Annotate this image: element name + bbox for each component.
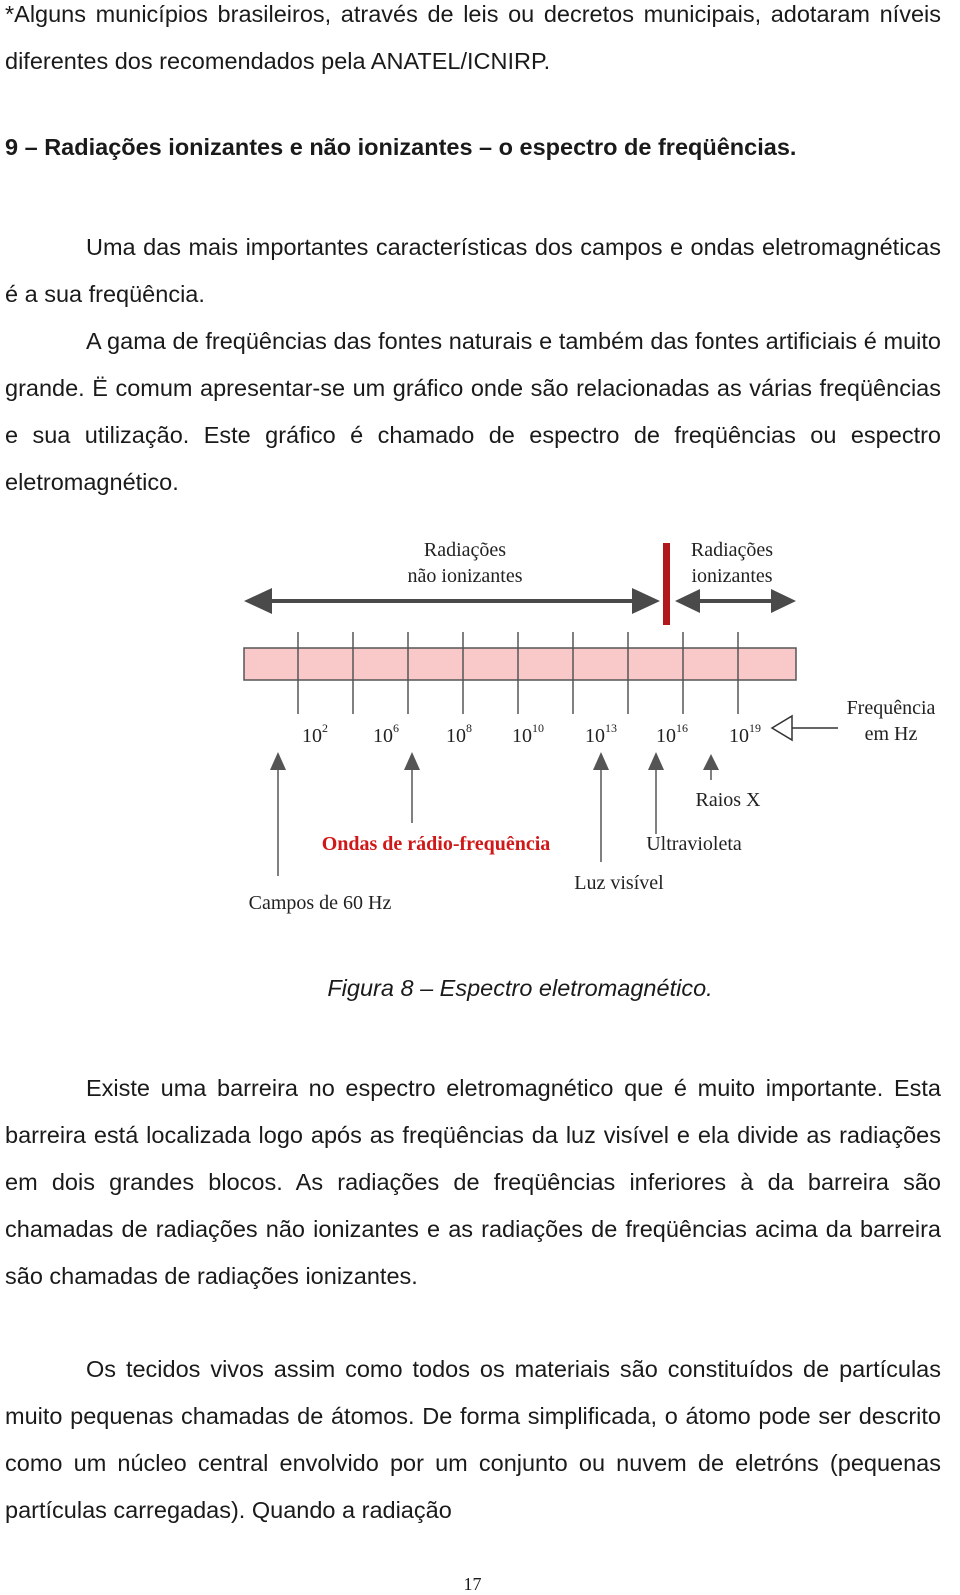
- tick-label: $10^{13}$: [585, 721, 617, 747]
- tick-label: $10^{16}$: [656, 721, 688, 747]
- frequency-axis-arrow: [772, 716, 838, 740]
- ionization-barrier: [663, 543, 670, 625]
- paragraph: Existe uma barreira no espectro eletromagnético que é muito importante. Esta barreira está localizada logo após as freqüências da luz visível e ela divide as radiações em dois grandes blocos. As radiações de freqüências inferiores à da barreira são chamadas de radiações não ionizantes e as radiações de freqüências acima da barreira são chamadas de radiações ionizantes.: [5, 1075, 941, 1289]
- tick-label: $10^{19}$: [729, 721, 761, 747]
- ionizing-label-line1: Radiações: [690, 539, 774, 561]
- footnote: *Alguns municípios brasileiros, através de leis ou decretos municipais, adotaram níveis diferentes dos recomendados pela ANATEL/ICNIRP.: [5, 1, 941, 74]
- frequency-tick-labels: [302, 721, 761, 747]
- figure-caption: Figura 8 – Espectro eletromagnético.: [327, 975, 713, 1001]
- label-ultraviolet: Ultravioleta: [646, 833, 742, 855]
- nonionizing-label-line2: não ionizantes: [407, 565, 523, 587]
- tick-label: $10^6$: [373, 721, 399, 747]
- paragraph: Uma das mais importantes características dos campos e ondas eletromagnéticas é a sua freqüência.: [5, 234, 941, 307]
- paragraph: Os tecidos vivos assim como todos os materiais são constituídos de partículas muito pequenas chamadas de átomos. De forma simplificada, o átomo pode ser descrito como um núcleo central envolvido por um conjunto ou nuvem de eletróns (pequenas partículas carregadas). Quando a radiação: [5, 1356, 941, 1523]
- ionizing-range-arrow: [675, 589, 796, 613]
- label-radio-frequency: Ondas de rádio-frequência: [321, 833, 551, 855]
- ionizing-label-line2: ionizantes: [691, 565, 773, 587]
- frequency-label-line2: em Hz: [864, 723, 918, 745]
- tick-label: $10^{10}$: [512, 721, 544, 747]
- frequency-label-line1: Frequência: [846, 697, 936, 719]
- nonionizing-range-arrow: [244, 588, 660, 614]
- page-number: 17: [463, 1574, 482, 1594]
- tick-label: $10^2$: [302, 721, 328, 747]
- tick-label: $10^8$: [446, 721, 472, 747]
- source-pointer-arrows: [270, 752, 719, 876]
- label-raios-x: Raios X: [695, 789, 761, 811]
- section-heading: 9 – Radiações ionizantes e não ionizantes – o espectro de freqüências.: [5, 134, 797, 160]
- spectrum-band: [244, 648, 796, 680]
- paragraph: A gama de freqüências das fontes naturais e também das fontes artificiais é muito grande. Ë comum apresentar-se um gráfico onde são relacionadas as várias freqüências e sua utilização. Este gráfico é chamado de espectro de freqüências ou espectro eletromagnético.: [5, 328, 941, 495]
- nonionizing-label-line1: Radiações: [423, 539, 507, 561]
- label-60hz-fields: Campos de 60 Hz: [248, 892, 392, 914]
- label-visible-light: Luz visível: [574, 872, 664, 894]
